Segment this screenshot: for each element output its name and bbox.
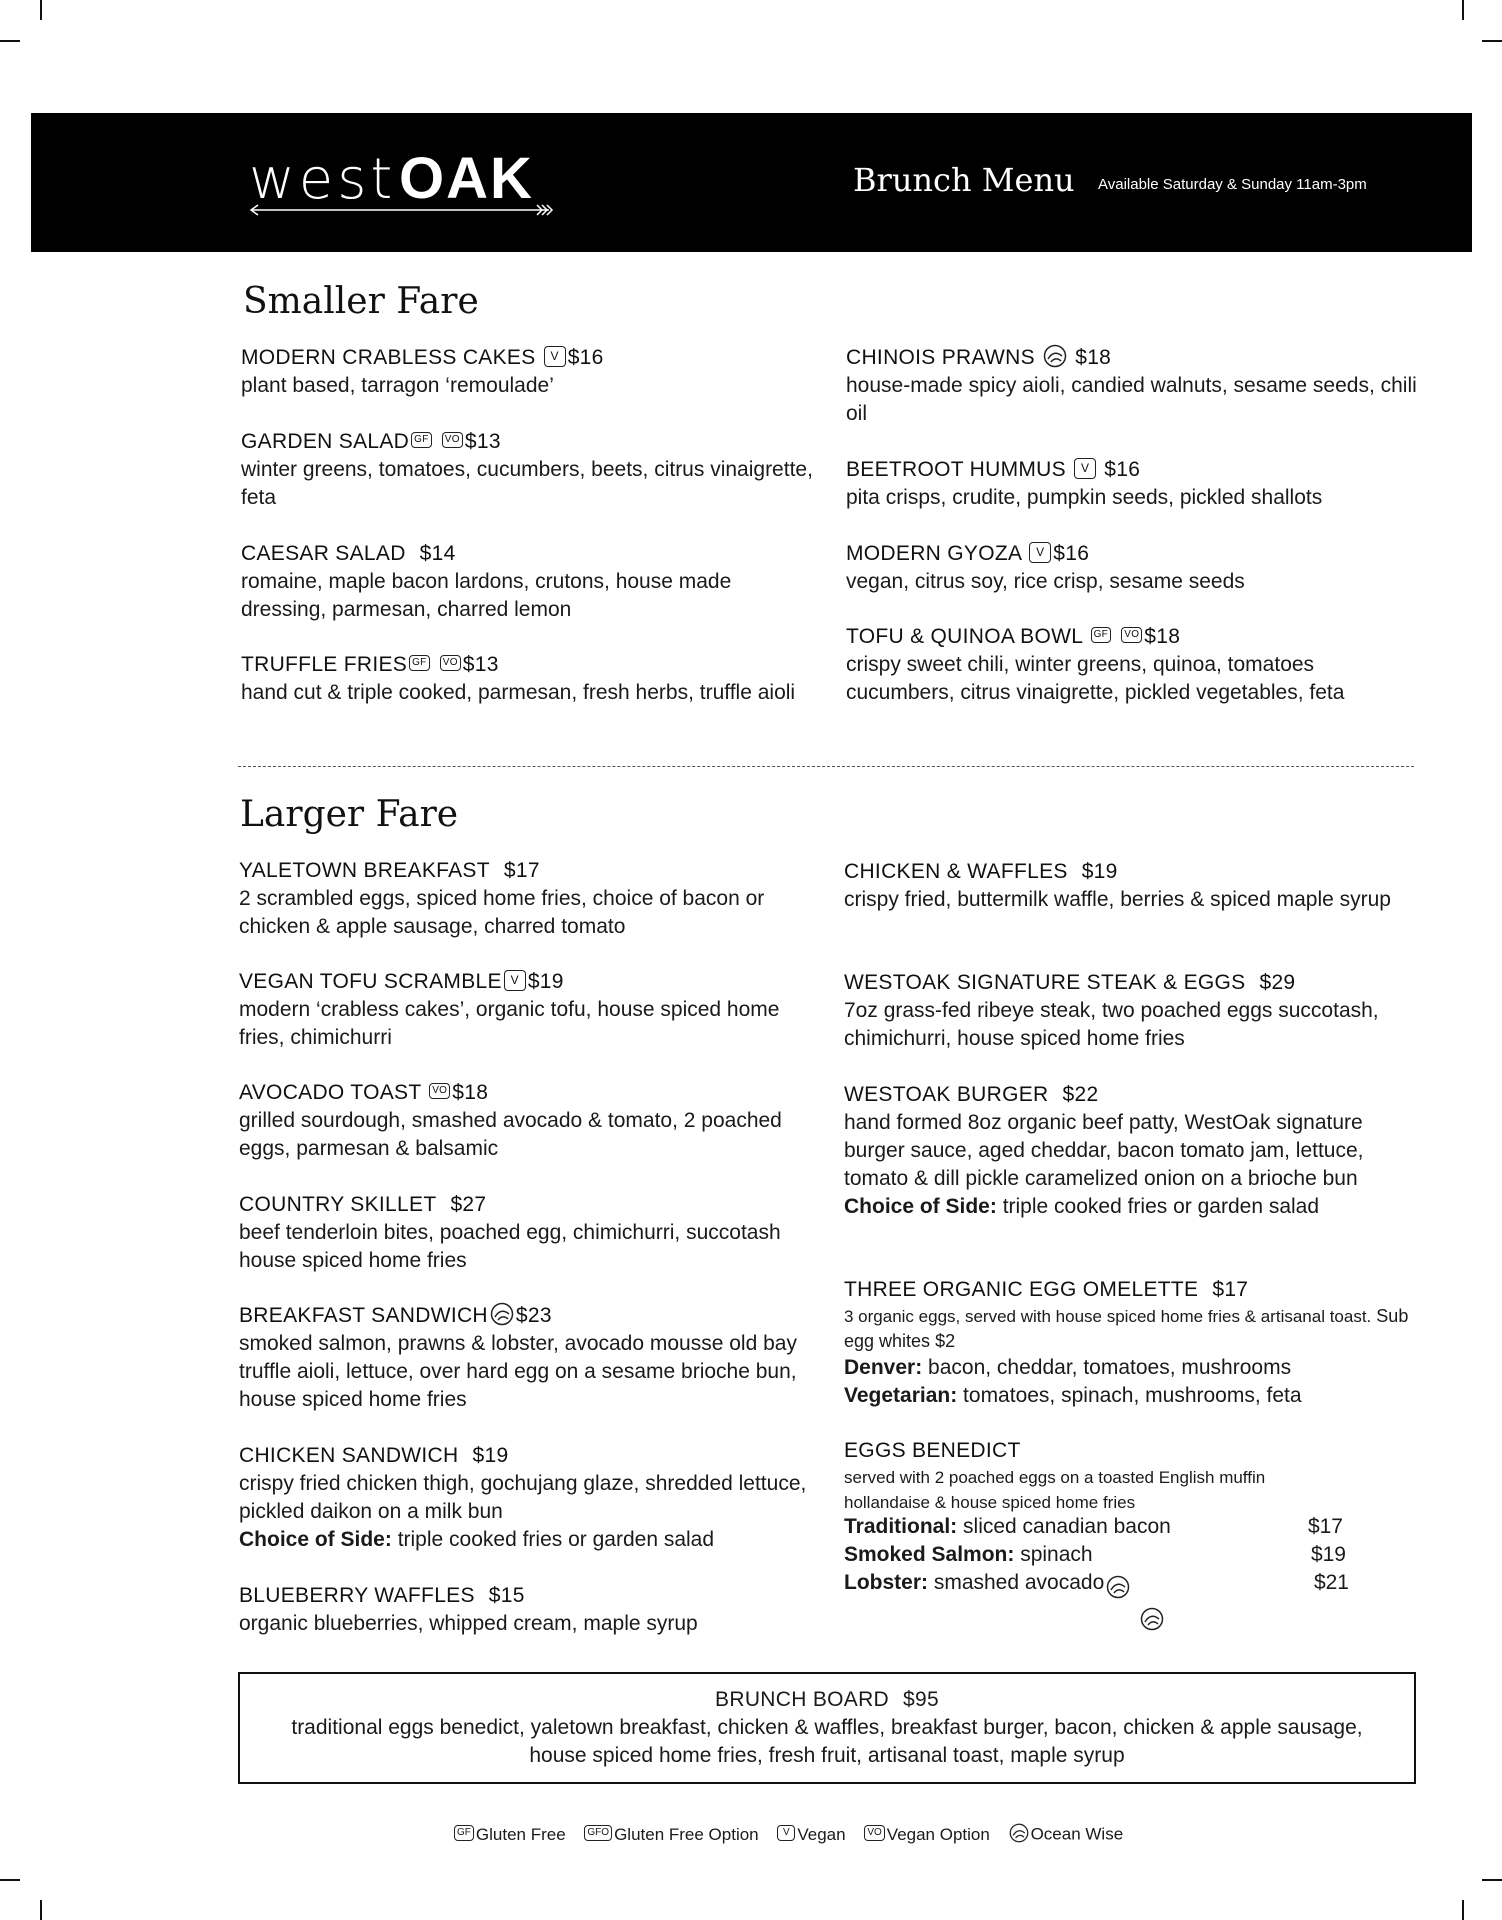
item-name: BREAKFAST SANDWICH	[239, 1304, 488, 1327]
item-price: $19	[1081, 860, 1118, 883]
board-price: $95	[903, 1688, 939, 1711]
item-description: served with 2 poached eggs on a toasted English muffin hollandaise & house spiced home fries	[844, 1468, 1266, 1512]
menu-item	[239, 1191, 819, 1275]
crop-mark	[40, 0, 42, 20]
menu-item	[241, 344, 821, 400]
vegan-option-icon: VO	[1121, 627, 1142, 643]
item-price: $16	[1053, 542, 1090, 565]
item-name: CHINOIS PRAWNS	[846, 346, 1035, 369]
item-name: CHICKEN & WAFFLES	[844, 860, 1068, 883]
item-name: MODERN GYOZA	[846, 542, 1022, 565]
ocean-wise-icon	[1009, 1823, 1029, 1843]
item-price: $22	[1062, 1083, 1099, 1106]
item-name: BLUEBERRY WAFFLES	[239, 1584, 475, 1607]
menu-item	[239, 1442, 819, 1554]
option-label: Denver:	[844, 1356, 923, 1379]
menu-item	[241, 540, 821, 624]
item-description: vegan, citrus soy, rice crisp, sesame seeds	[846, 570, 1245, 593]
item-price: $19	[527, 970, 564, 993]
option-label: Traditional:	[844, 1515, 958, 1538]
item-name: BEETROOT HUMMUS	[846, 458, 1066, 481]
item-description: house-made spicy aioli, candied walnuts, sesame seeds, chili oil	[846, 374, 1417, 425]
legend-vegan: Vegan	[797, 1824, 846, 1844]
item-description: crispy sweet chili, winter greens, quinoa, tomatoes cucumbers, citrus vinaigrette, pickled vegetables, feta	[846, 653, 1345, 704]
crop-mark	[1482, 40, 1502, 42]
item-price: $23	[515, 1304, 552, 1327]
option-text: tomatoes, spinach, mushrooms, feta	[957, 1384, 1302, 1407]
item-price: $16	[567, 346, 604, 369]
option-label: Vegetarian:	[844, 1384, 958, 1407]
item-price: $17	[503, 859, 540, 882]
item-name: CAESAR SALAD	[241, 542, 406, 565]
item-description: crispy fried, buttermilk waffle, berries & spiced maple syrup	[844, 888, 1391, 911]
legend-vegan-option: Vegan Option	[886, 1824, 990, 1844]
menu-item	[239, 1302, 819, 1414]
menu-item	[239, 1582, 819, 1638]
item-price: $14	[419, 542, 456, 565]
menu-item	[241, 428, 821, 512]
menu-item	[239, 857, 819, 941]
benedict-option	[844, 1571, 1349, 1599]
vegan-option-icon: VO	[429, 1083, 450, 1099]
vegan-icon: V	[1029, 542, 1051, 563]
vegan-icon: V	[544, 346, 566, 367]
vegan-option-icon: VO	[440, 655, 461, 671]
logo-oak: OAK	[399, 146, 534, 211]
item-description: romaine, maple bacon lardons, crutons, house made dressing, parmesan, charred lemon	[241, 570, 732, 621]
item-name: MODERN CRABLESS CAKES	[241, 346, 536, 369]
item-description: beef tenderloin bites, poached egg, chimichurri, succotash house spiced home fries	[239, 1221, 781, 1272]
menu-item	[844, 1081, 1424, 1221]
item-description: 2 scrambled eggs, spiced home fries, choice of bacon or chicken & apple sausage, charred tomato	[239, 887, 765, 938]
item-description: hand formed 8oz organic beef patty, WestOak signature burger sauce, aged cheddar, bacon tomato jam, lettuce, tomato & dill pickle caramelized onion on a brioche bun	[844, 1111, 1364, 1190]
arrow-icon	[249, 203, 559, 217]
item-name: VEGAN TOFU SCRAMBLE	[239, 970, 502, 993]
legend-ocean-wise: Ocean Wise	[1030, 1824, 1124, 1844]
item-name: AVOCADO TOAST	[239, 1081, 422, 1104]
menu-item	[846, 540, 1426, 596]
item-price: $13	[462, 653, 499, 676]
side-label: Choice of Side:	[239, 1528, 392, 1551]
menu-item	[844, 1276, 1424, 1410]
gluten-free-icon: GF	[454, 1825, 474, 1841]
smaller-fare-title: Smaller Fare	[243, 281, 479, 322]
vegan-option-icon: VO	[442, 432, 463, 448]
vegan-option-icon: VO	[864, 1825, 884, 1841]
item-name: CHICKEN SANDWICH	[239, 1444, 459, 1467]
board-description: traditional eggs benedict, yaletown breakfast, chicken & waffles, breakfast burger, bacon, chicken & apple sausage, house spiced home fries, fresh fruit, artisanal toast, maple syrup	[291, 1716, 1363, 1767]
item-price: $16	[1104, 458, 1141, 481]
option-text: bacon, cheddar, tomatoes, mushrooms	[922, 1356, 1292, 1379]
benedict-option	[844, 1543, 1349, 1571]
side-text: triple cooked fries or garden salad	[391, 1528, 715, 1551]
item-price: $29	[1259, 971, 1296, 994]
option-text: smashed avocado	[928, 1571, 1105, 1594]
larger-fare-title: Larger Fare	[240, 794, 459, 835]
section-divider	[238, 766, 1414, 767]
item-description: winter greens, tomatoes, cucumbers, beets, citrus vinaigrette, feta	[241, 458, 813, 509]
side-text: triple cooked fries or garden salad	[996, 1195, 1320, 1218]
benedict-option	[844, 1515, 1349, 1543]
option-label: Lobster:	[844, 1571, 928, 1594]
crop-mark	[1462, 0, 1464, 20]
menu-item	[844, 969, 1424, 1053]
brunch-board-box	[238, 1672, 1416, 1784]
crop-mark	[0, 40, 20, 42]
vegan-icon: V	[504, 970, 526, 991]
crop-mark	[1482, 1879, 1502, 1881]
menu-item	[846, 623, 1426, 707]
item-description: 3 organic eggs, served with house spiced home fries & artisanal toast.	[844, 1307, 1372, 1326]
gluten-free-option-icon: GFO	[584, 1825, 612, 1841]
option-text: spinach	[1014, 1543, 1093, 1566]
dietary-legend	[452, 1824, 1123, 1845]
option-label: Smoked Salmon:	[844, 1543, 1015, 1566]
sub-egg-whites: Sub egg whites	[844, 1306, 1409, 1351]
item-description: pita crisps, crudite, pumpkin seeds, pickled shallots	[846, 486, 1323, 509]
menu-item	[844, 858, 1424, 914]
item-name: TOFU & QUINOA BOWL	[846, 625, 1083, 648]
gluten-free-icon: GF	[409, 655, 430, 671]
legend-gluten-free-option: Gluten Free Option	[614, 1824, 759, 1844]
ocean-wise-icon	[1140, 1607, 1164, 1631]
option-price: $21	[1313, 1571, 1349, 1594]
item-name: GARDEN SALAD	[241, 430, 410, 453]
crop-mark	[40, 1900, 42, 1920]
board-name: BRUNCH BOARD	[715, 1688, 889, 1711]
option-price: $17	[1307, 1515, 1343, 1538]
crop-mark	[1462, 1900, 1464, 1920]
gluten-free-icon: GF	[411, 432, 432, 448]
item-description: grilled sourdough, smashed avocado & tomato, 2 poached eggs, parmesan & balsamic	[239, 1109, 782, 1160]
item-name: WESTOAK BURGER	[844, 1083, 1049, 1106]
vegan-icon: V	[777, 1825, 795, 1841]
item-description: organic blueberries, whipped cream, maple syrup	[239, 1612, 698, 1635]
menu-item	[241, 651, 821, 707]
crop-mark	[0, 1879, 20, 1881]
item-description: 7oz grass-fed ribeye steak, two poached eggs succotash, chimichurri, house spiced home fries	[844, 999, 1379, 1050]
option-text: sliced canadian bacon	[957, 1515, 1171, 1538]
item-name: WESTOAK SIGNATURE STEAK & EGGS	[844, 971, 1246, 994]
menu-item	[844, 1437, 1349, 1599]
legend-gluten-free: Gluten Free	[475, 1824, 566, 1844]
item-description: plant based, tarragon ‘remoulade’	[241, 374, 554, 397]
item-price: $19	[472, 1444, 509, 1467]
item-name: COUNTRY SKILLET	[239, 1193, 437, 1216]
ocean-wise-icon	[1106, 1575, 1130, 1599]
menu-item	[846, 344, 1426, 428]
item-price: $17	[1212, 1278, 1249, 1301]
ocean-wise-icon	[1043, 344, 1067, 368]
item-description: modern ‘crabless cakes’, organic tofu, house spiced home fries, chimichurri	[239, 998, 780, 1049]
item-description: hand cut & triple cooked, parmesan, fresh herbs, truffle aioli	[241, 681, 796, 704]
menu-item	[239, 1079, 819, 1163]
item-name: TRUFFLE FRIES	[241, 653, 408, 676]
header-banner	[31, 113, 1472, 252]
vegan-icon: V	[1074, 458, 1096, 479]
ocean-wise-icon	[490, 1302, 514, 1326]
side-label: Choice of Side:	[844, 1195, 997, 1218]
menu-title: Brunch Menu	[853, 161, 1075, 199]
item-price: $18	[1075, 346, 1112, 369]
menu-item	[846, 456, 1426, 512]
item-description: crispy fried chicken thigh, gochujang glaze, shredded lettuce, pickled daikon on a milk bun	[239, 1472, 807, 1523]
item-price: $27	[450, 1193, 487, 1216]
gluten-free-icon: GF	[1091, 627, 1112, 643]
item-price: $18	[452, 1081, 489, 1104]
item-price: $18	[1144, 625, 1181, 648]
item-price: $13	[464, 430, 501, 453]
item-description: smoked salmon, prawns & lobster, avocado mousse old bay truffle aioli, lettuce, over hard egg on a sesame brioche bun, house spiced home fries	[239, 1332, 797, 1411]
option-price: $19	[1310, 1543, 1346, 1566]
menu-item	[239, 968, 819, 1052]
item-price: $15	[488, 1584, 525, 1607]
item-name: THREE ORGANIC EGG OMELETTE	[844, 1278, 1199, 1301]
item-name: EGGS BENEDICT	[844, 1439, 1021, 1462]
item-name: YALETOWN BREAKFAST	[239, 859, 490, 882]
logo-west: west	[249, 147, 397, 212]
sub-price: $2	[930, 1331, 956, 1351]
availability-text: Available Saturday & Sunday 11am-3pm	[1098, 176, 1367, 193]
